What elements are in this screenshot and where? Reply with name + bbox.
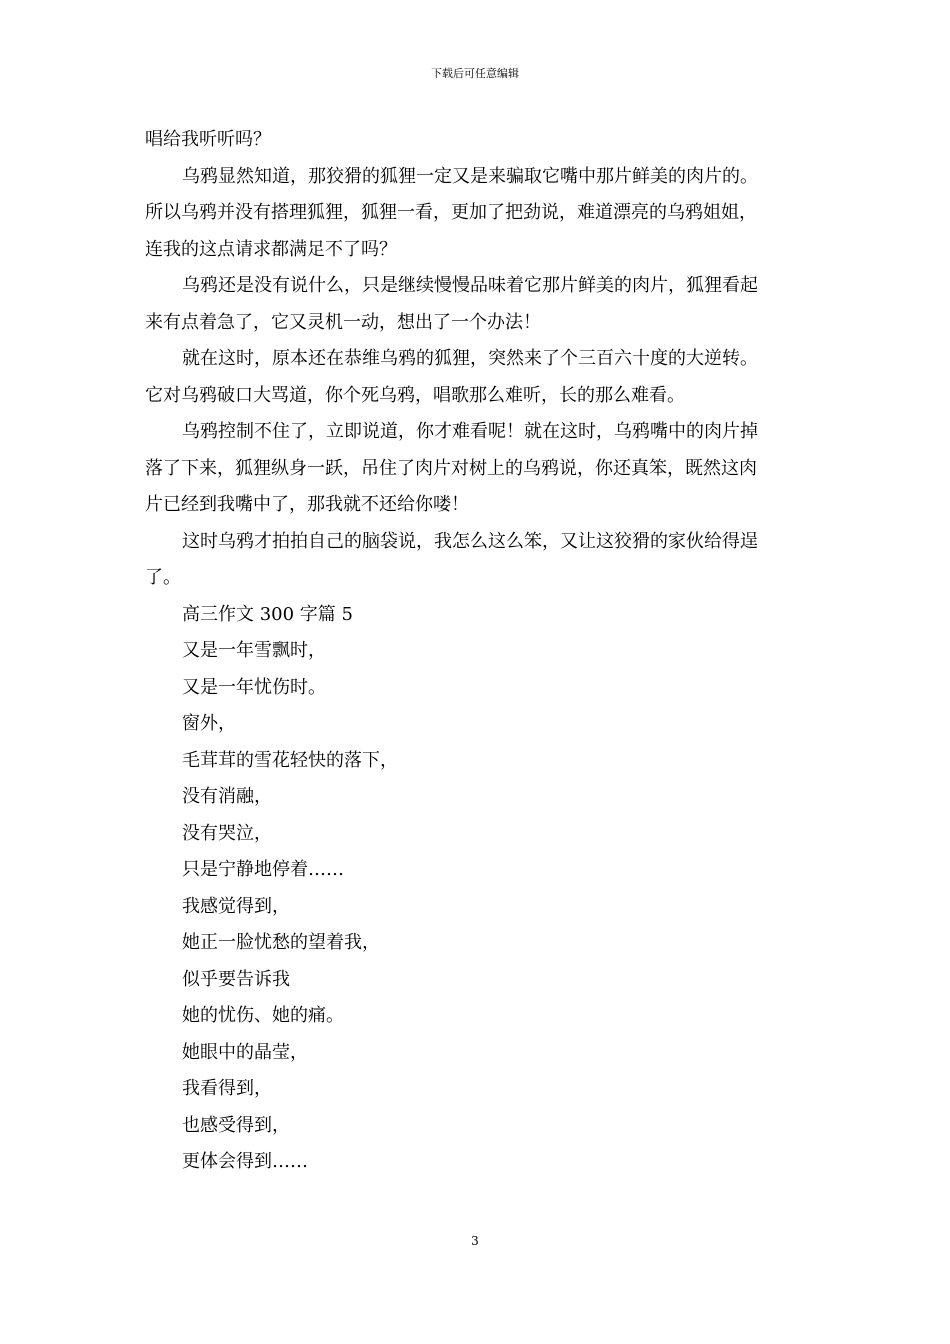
text-line: 乌鸦控制不住了，立即说道，你才难看呢！就在这时，乌鸦嘴中的肉片掉 xyxy=(182,421,758,442)
text-line: 又是一年忧伤时。 xyxy=(182,676,326,698)
text-line: 高三作文 300 字篇 5 xyxy=(182,603,353,625)
text-line: 更体会得到…… xyxy=(182,1151,308,1172)
text-line: 也感受得到， xyxy=(182,1114,290,1136)
text-line: 又是一年雪飘时， xyxy=(182,640,326,661)
text-line: 乌鸦还是没有说什么，只是继续慢慢品味着它那片鲜美的肉片，狐狸看起 xyxy=(182,275,758,296)
text-line: 所以乌鸦并没有搭理狐狸，狐狸一看，更加了把劲说，难道漂亮的乌鸦姐姐， xyxy=(145,202,757,223)
text-line: 它对乌鸦破口大骂道，你个死乌鸦，唱歌那么难听，长的那么难看。 xyxy=(145,384,685,406)
page-number: 3 xyxy=(471,1234,479,1248)
text-line: 她眼中的晶莹， xyxy=(182,1041,308,1063)
text-line: 这时乌鸦才拍拍自己的脑袋说，我怎么这么笨，又让这狡猾的家伙给得逞 xyxy=(182,530,758,552)
text-line: 只是宁静地停着…… xyxy=(182,859,344,880)
text-line: 似乎要告诉我 xyxy=(182,968,290,990)
text-line: 唱给我听听吗？ xyxy=(145,129,271,150)
document-body xyxy=(145,122,810,1181)
text-line: 乌鸦显然知道，那狡猾的狐狸一定又是来骗取它嘴中那片鲜美的肉片的。 xyxy=(182,165,758,187)
text-line: 我感觉得到， xyxy=(182,895,290,917)
text-line: 没有消融， xyxy=(182,786,272,807)
page-header: 下载后可任意编辑 xyxy=(431,67,519,80)
text-line: 片已经到我嘴中了，那我就不还给你喽！ xyxy=(145,494,469,515)
text-line: 就在这时，原本还在恭维乌鸦的狐狸，突然来了个三百六十度的大逆转。 xyxy=(182,348,758,369)
text-line: 毛茸茸的雪花轻快的落下， xyxy=(182,749,398,771)
text-line: 没有哭泣， xyxy=(182,822,272,844)
text-line: 窗外， xyxy=(182,713,236,734)
text-line: 她的忧伤、她的痛。 xyxy=(182,1005,344,1026)
text-line: 她正一脸忧愁的望着我， xyxy=(182,932,380,953)
text-line: 来有点着急了，它又灵机一动，想出了一个办法！ xyxy=(145,311,541,333)
text-line: 了。 xyxy=(145,567,181,588)
text-line: 连我的这点请求都满足不了吗？ xyxy=(145,238,397,260)
text-line: 我看得到， xyxy=(182,1078,272,1099)
text-line: 落了下来，狐狸纵身一跃，吊住了肉片对树上的乌鸦说，你还真笨，既然这肉 xyxy=(145,457,757,479)
